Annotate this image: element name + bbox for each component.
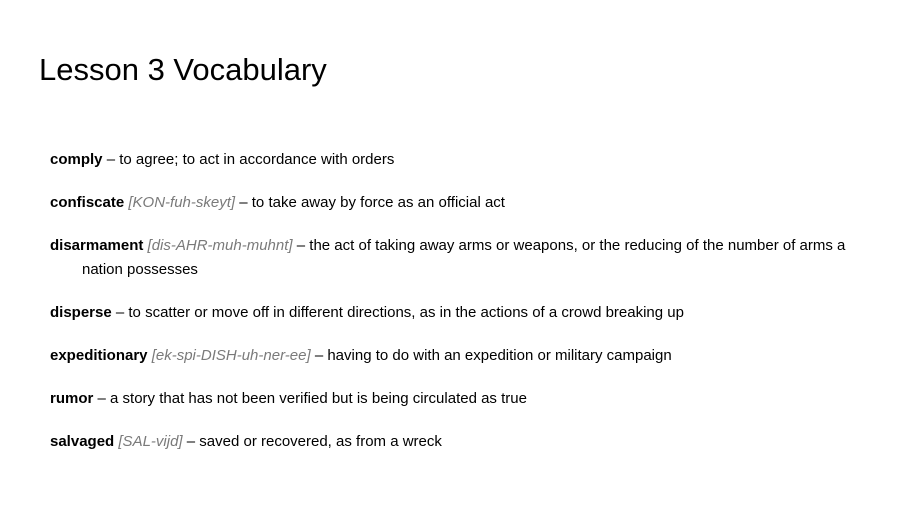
vocabulary-list <box>50 148 865 473</box>
vocab-term: disarmament <box>50 237 144 254</box>
vocab-pronunciation: [dis-AHR-muh-muhnt] <box>147 237 293 254</box>
vocab-definition: having to do with an expedition or military campaign <box>327 347 672 364</box>
slide-title: Lesson 3 Vocabulary <box>39 52 327 87</box>
vocab-term: confiscate <box>50 194 125 211</box>
vocab-pronunciation: [KON-fuh-skeyt] <box>128 194 236 211</box>
vocab-item-expeditionary <box>50 344 865 368</box>
vocab-term: expeditionary <box>50 347 148 364</box>
dash-separator: – <box>115 304 125 321</box>
vocab-definition: to scatter or move off in different directions, as in the actions of a crowd breaking up <box>128 304 684 321</box>
vocab-term: disperse <box>50 304 112 321</box>
vocab-definition: to agree; to act in accordance with orders <box>119 151 395 168</box>
vocab-definition: to take away by force as an official act <box>251 194 505 211</box>
vocab-item-disarmament <box>50 234 865 282</box>
vocab-definition: saved or recovered, as from a wreck <box>199 433 442 450</box>
vocab-pronunciation: [ek-spi-DISH-uh-ner-ee] <box>151 347 311 364</box>
vocab-definition: a story that has not been verified but is being circulated as true <box>110 390 527 407</box>
vocab-item-confiscate <box>50 191 865 215</box>
dash-separator: – <box>239 194 248 211</box>
vocab-pronunciation: [SAL-vijd] <box>118 433 183 450</box>
vocab-item-salvaged <box>50 430 865 454</box>
vocab-definition: the act of taking away arms or weapons, or the reducing of the number of arms a nation possesses <box>82 237 846 278</box>
dash-separator: – <box>296 237 306 254</box>
vocab-term: comply <box>50 151 103 168</box>
vocab-term: rumor <box>50 390 94 407</box>
dash-separator: – <box>314 347 324 364</box>
vocab-term: salvaged <box>50 433 115 450</box>
dash-separator: – <box>106 151 116 168</box>
vocab-item-rumor <box>50 387 865 411</box>
dash-separator: – <box>97 390 106 407</box>
dash-separator: – <box>186 433 196 450</box>
vocab-item-disperse <box>50 301 865 325</box>
vocab-item-comply <box>50 148 865 172</box>
